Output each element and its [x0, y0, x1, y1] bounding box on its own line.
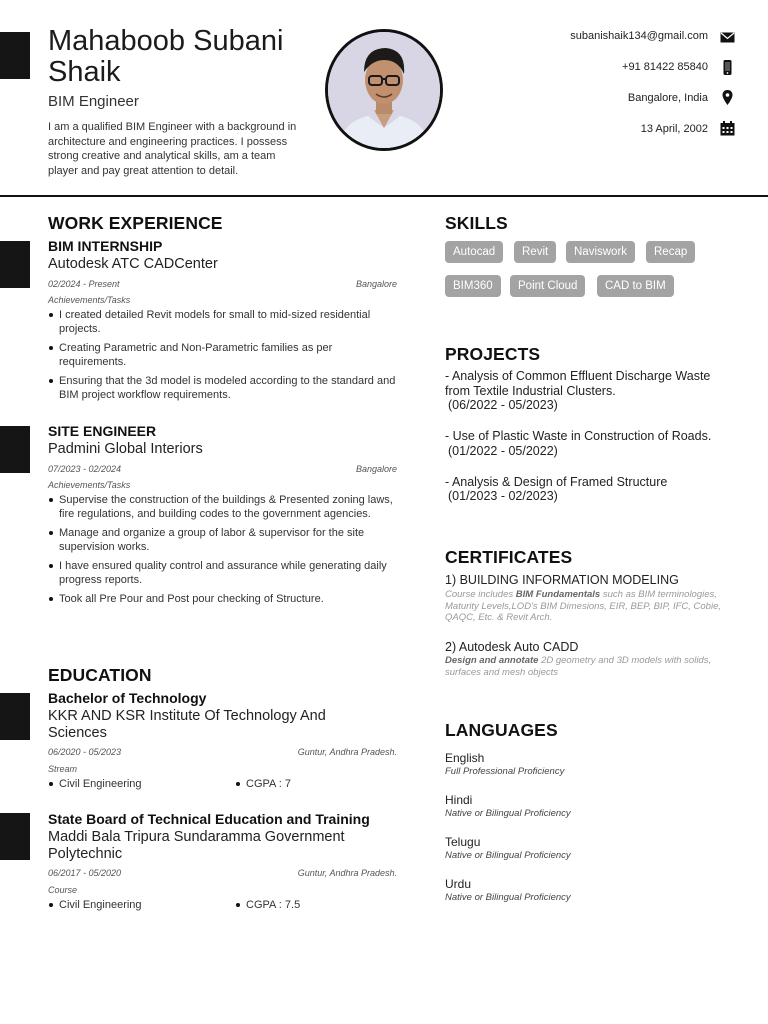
- job-tasks-subheading: Achievements/Tasks: [48, 295, 131, 305]
- job-position: SITE ENGINEER: [48, 423, 157, 439]
- candidate-name: Mahaboob Subani Shaik: [48, 25, 284, 88]
- skill-tag: Recap: [646, 241, 695, 263]
- skill-tag: Point Cloud: [510, 275, 585, 297]
- language-name: Telugu: [445, 835, 481, 849]
- calendar-icon: [720, 121, 735, 136]
- job-company: Autodesk ATC CADCenter: [48, 256, 218, 272]
- job-position: BIM INTERNSHIP: [48, 238, 163, 254]
- contact-email[interactable]: subanishaik134@gmail.com: [570, 30, 708, 42]
- education-accent-bar: [0, 813, 30, 860]
- list-item: Manage and organize a group of labor & supervisor for the site supervision works.: [48, 526, 398, 554]
- education-subheading: Course: [48, 885, 78, 895]
- skill-tag: Autocad: [445, 241, 503, 263]
- list-item: Civil Engineering: [48, 898, 228, 912]
- list-item: I have ensured quality control and assurance while generating daily progress reports.: [48, 559, 398, 587]
- education-dates: 06/2020 - 05/2023: [48, 747, 122, 757]
- projects-heading: PROJECTS: [445, 344, 541, 364]
- education-detail-list: [235, 898, 395, 917]
- list-item: CGPA : 7.5: [235, 898, 395, 912]
- list-item: Creating Parametric and Non-Parametric families as per requirements.: [48, 341, 398, 369]
- skill-tag: BIM360: [445, 275, 501, 297]
- skill-tag: Revit: [514, 241, 556, 263]
- header-accent-bar: [0, 32, 30, 79]
- language-name: Hindi: [445, 793, 473, 807]
- list-item: Supervise the construction of the buildings & Presented zoning laws, fire regulations, and building codes to the government agencies.: [48, 493, 398, 521]
- project-name: - Analysis & Design of Framed Structure: [445, 475, 668, 489]
- job-title: BIM Engineer: [48, 93, 139, 110]
- language-level: Full Professional Proficiency: [445, 766, 565, 777]
- education-location: Guntur, Andhra Pradesh.: [297, 868, 397, 878]
- contact-dob: 13 April, 2002: [640, 123, 708, 135]
- list-item: CGPA : 7: [235, 777, 395, 791]
- skill-tag: CAD to BIM: [597, 275, 674, 297]
- certificate-description: Course includes BIM Fundamentals such as BIM terminologies, Maturity Levels,LOD's BIM Dimesions, EIR, BEP, BIP, IFC, Cobie, QAQC, Etc. & Revit Arch.: [445, 589, 722, 623]
- job-tasks-subheading: Achievements/Tasks: [48, 480, 131, 490]
- education-detail-list: [235, 777, 395, 796]
- certificate-description: Design and annotate 2D geometry and 3D models with solids, surfaces and mesh objects: [445, 655, 712, 678]
- certificate-title: 1) BUILDING INFORMATION MODELING: [445, 573, 679, 587]
- education-detail-list: [48, 898, 228, 917]
- phone-icon: [720, 60, 735, 75]
- job-location: Bangalore: [355, 279, 397, 289]
- project-name: - Analysis of Common Effluent Discharge Waste from Textile Industrial Clusters.: [445, 369, 711, 398]
- language-level: Native or Bilingual Proficiency: [445, 850, 571, 861]
- project-name: - Use of Plastic Waste in Construction of Roads.: [445, 429, 712, 443]
- list-item: Took all Pre Pour and Post pour checking of Structure.: [48, 592, 398, 606]
- education-dates: 06/2017 - 05/2020: [48, 868, 122, 878]
- education-heading: EDUCATION: [48, 665, 152, 685]
- language-name: Urdu: [445, 877, 472, 891]
- job-location: Bangalore: [355, 464, 397, 474]
- location-pin-icon: [720, 90, 735, 105]
- language-name: English: [445, 751, 485, 765]
- education-accent-bar: [0, 693, 30, 740]
- profile-summary: I am a qualified BIM Engineer with a background in architecture and engineering practices. I possess strong creative and analytical skills, am a team player and pay great attention to detail.: [48, 121, 297, 177]
- certificate-title: 2) Autodesk Auto CADD: [445, 640, 579, 654]
- skills-heading: SKILLS: [445, 213, 508, 233]
- work-experience-heading: WORK EXPERIENCE: [48, 213, 223, 233]
- list-item: Ensuring that the 3d model is modeled according to the standard and BIM project workflow requirements.: [48, 374, 398, 402]
- education-detail-list: [48, 777, 228, 796]
- language-level: Native or Bilingual Proficiency: [445, 808, 571, 819]
- job-accent-bar: [0, 241, 30, 288]
- education-subheading: Stream: [48, 764, 78, 774]
- education-school: Maddi Bala Tripura Sundaramma Government Polytechnic: [48, 829, 345, 862]
- list-item: Civil Engineering: [48, 777, 228, 791]
- list-item: I created detailed Revit models for small to mid-sized residential projects.: [48, 308, 398, 336]
- contact-phone[interactable]: +91 81422 85840: [622, 61, 708, 73]
- skill-tag: Naviswork: [566, 241, 635, 263]
- education-degree: State Board of Technical Education and Training: [48, 811, 370, 827]
- education-location: Guntur, Andhra Pradesh.: [297, 747, 397, 757]
- job-accent-bar: [0, 426, 30, 473]
- project-dates: (06/2022 - 05/2023): [448, 398, 558, 412]
- job-task-list: [48, 308, 398, 407]
- education-degree: Bachelor of Technology: [48, 690, 207, 706]
- project-dates: (01/2023 - 02/2023): [448, 489, 558, 503]
- job-company: Padmini Global Interiors: [48, 441, 203, 457]
- contact-location: Bangalore, India: [627, 92, 708, 104]
- languages-heading: LANGUAGES: [445, 720, 558, 740]
- profile-photo: [325, 29, 443, 151]
- language-level: Native or Bilingual Proficiency: [445, 892, 571, 903]
- job-task-list: [48, 493, 398, 611]
- project-dates: (01/2022 - 05/2022): [448, 444, 558, 458]
- education-school: KKR AND KSR Institute Of Technology And Sciences: [48, 708, 326, 741]
- job-dates: 02/2024 - Present: [48, 279, 120, 289]
- header-divider: [0, 195, 768, 197]
- certificates-heading: CERTIFICATES: [445, 547, 573, 567]
- job-dates: 07/2023 - 02/2024: [48, 464, 122, 474]
- mail-icon: [720, 30, 735, 45]
